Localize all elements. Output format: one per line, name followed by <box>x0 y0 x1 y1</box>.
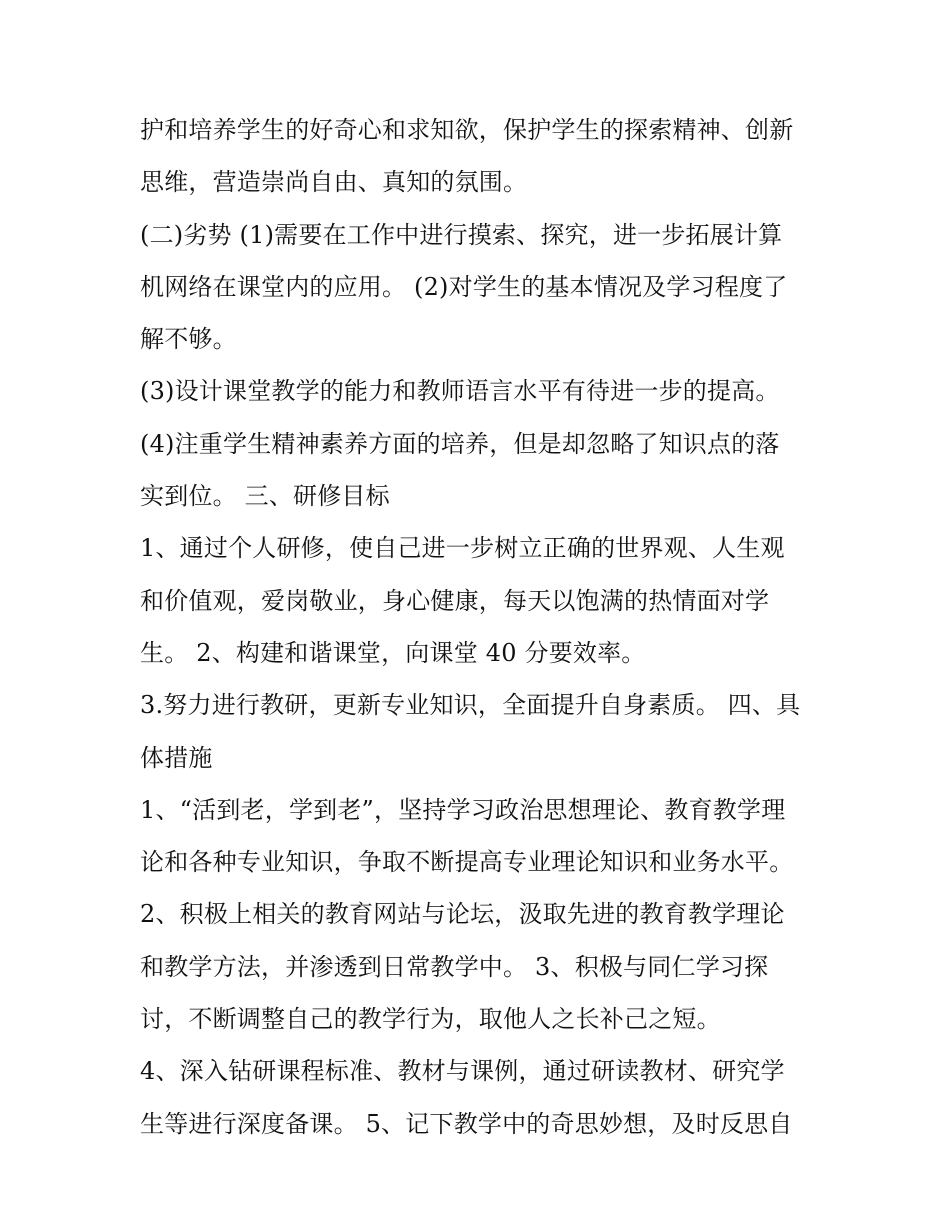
text-line: 和教学方法，并渗透到日常教学中。 3、积极与同仁学习探 <box>140 952 769 981</box>
text-line: (4)注重学生精神素养方面的培养，但是却忽略了知识点的落 <box>140 429 780 458</box>
text-line: 2、积极上相关的教育网站与论坛，汲取先进的教育教学理论 <box>140 900 785 929</box>
text-line: 实到位。 三、研修目标 <box>140 482 390 511</box>
text-line: (二)劣势 (1)需要在工作中进行摸索、探究，进一步拓展计算 <box>140 220 783 249</box>
text-line: 生。 2、构建和谐课堂，向课堂 40 分要效率。 <box>140 638 646 667</box>
text-line: 1、通过个人研修，使自己进一步树立正确的世界观、人生观 <box>140 534 785 563</box>
text-line: 机网络在课堂内的应用。 (2)对学生的基本情况及学习程度了 <box>140 272 788 301</box>
text-line: 讨，不断调整自己的教学行为，取他人之长补己之短。 <box>140 1005 721 1034</box>
text-line: 思维，营造崇尚自由、真知的氛围。 <box>140 168 528 197</box>
text-line: 解不够。 <box>140 325 237 354</box>
text-line: 论和各种专业知识，争取不断提高专业理论知识和业务水平。 <box>140 848 794 877</box>
text-line: 护和培养学生的好奇心和求知欲，保护学生的探索精神、创新 <box>140 116 794 144</box>
text-line: (3)设计课堂教学的能力和教师语言水平有待进一步的提高。 <box>140 377 780 406</box>
text-line: 3.努力进行教研，更新专业知识，全面提升自身素质。 四、具 <box>140 691 801 720</box>
text-line: 4、深入钻研课程标准、教材与课例，通过研读教材、研究学 <box>140 1057 785 1086</box>
text-line: 体措施 <box>140 743 213 772</box>
text-line: 1、“活到老，学到老”，坚持学习政治思想理论、教育教学理 <box>140 795 786 824</box>
text-line: 生等进行深度备课。 5、记下教学中的奇思妙想，及时反思自 <box>140 1109 793 1138</box>
document-body <box>140 104 815 1150</box>
text-line: 和价值观，爱岗敬业，身心健康，每天以饱满的热情面对学 <box>140 586 770 615</box>
